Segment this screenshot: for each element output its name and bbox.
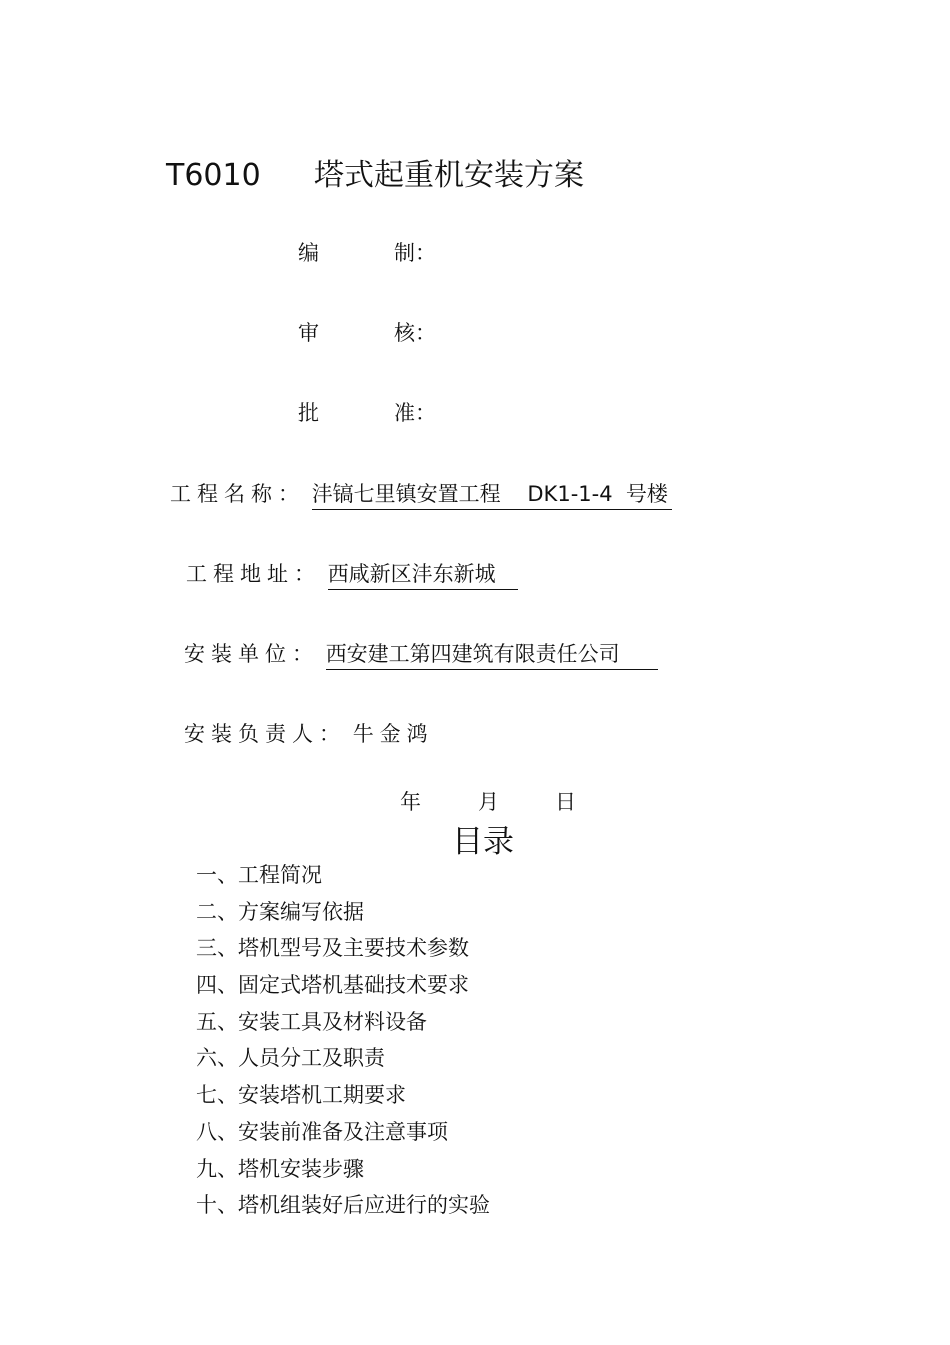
install-leader-label: 安装负责人：: [184, 722, 346, 746]
toc-item: 八、安装前准备及注意事项: [196, 1119, 448, 1144]
project-name-label: 工程名称：: [170, 482, 305, 506]
install-unit-field: [184, 638, 658, 670]
install-unit-value: 西安建工第四建筑有限责任公司: [326, 638, 658, 670]
install-unit-label: 安装单位：: [184, 642, 319, 666]
signature-compiled-char1: 编: [298, 241, 319, 265]
toc-item: 七、安装塔机工期要求: [196, 1083, 406, 1108]
toc-title: 目录: [452, 824, 514, 860]
project-address-value: 西咸新区沣东新城: [328, 558, 518, 590]
project-name-value: 沣镐七里镇安置工程 DK1-1-4 号楼: [312, 478, 672, 510]
toc-item: 二、方案编写依据: [196, 899, 364, 924]
date-day: 日: [555, 790, 576, 814]
install-leader-field: [184, 718, 434, 748]
toc-item: 十、塔机组装好后应进行的实验: [196, 1193, 490, 1218]
crane-model: T6010: [166, 158, 261, 193]
toc-item: 六、人员分工及职责: [196, 1046, 385, 1071]
title-text: 塔式起重机安装方案: [314, 158, 584, 193]
toc-item: 一、工程简况: [196, 863, 322, 887]
signature-approved-char2: 准：: [394, 401, 436, 425]
project-name-field: [170, 478, 672, 510]
project-address-field: [186, 558, 518, 590]
table-of-contents: [196, 857, 490, 1224]
toc-item: 四、固定式塔机基础技术要求: [196, 973, 469, 998]
date-month: 月: [478, 790, 499, 814]
document-title: [166, 150, 584, 194]
signature-reviewed-char1: 审: [298, 321, 319, 345]
project-address-label: 工程地址：: [186, 562, 321, 586]
signature-reviewed-char2: 核：: [394, 321, 436, 345]
toc-item: 五、安装工具及材料设备: [196, 1009, 427, 1034]
signature-approved-char1: 批: [298, 401, 319, 425]
toc-item: 九、塔机安装步骤: [196, 1156, 364, 1181]
signature-compiled-char2: 制：: [394, 241, 436, 265]
toc-item: 三、塔机型号及主要技术参数: [196, 936, 469, 961]
install-leader-value: 牛金鸿: [352, 722, 434, 746]
date-year: 年: [400, 790, 421, 814]
